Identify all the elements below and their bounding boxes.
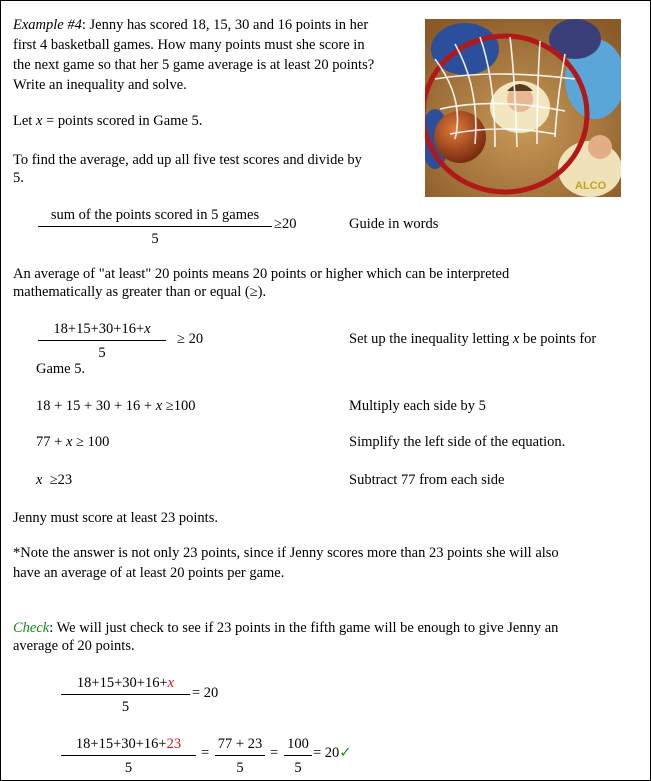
guide-note: Guide in words [349, 216, 439, 232]
problem-line-2: first 4 basketball games. How many points must she score in [13, 37, 365, 53]
check-numerator-2b: 77 + 23 [217, 736, 263, 752]
basketball-photo [425, 19, 621, 197]
setup-denominator: 5 [98, 345, 106, 361]
equals-sign: = [201, 745, 210, 761]
find-average-line-2: 5. [13, 170, 24, 186]
setup-note-continued: Game 5. [36, 361, 86, 377]
svg-text:ALCO: ALCO [575, 180, 607, 192]
check-fraction-2b [215, 734, 265, 778]
guide-denominator: 5 [151, 231, 159, 247]
conclusion: Jenny must score at least 23 points. [13, 510, 218, 526]
problem-line-4: Write an inequality and solve. [13, 77, 187, 93]
check-denominator-1: 5 [121, 699, 130, 715]
setup-fraction [38, 319, 166, 363]
at-least-line-2: mathematically as greater than or equal (≥). [13, 284, 267, 300]
setup-relation: ≥ 20 [177, 331, 204, 347]
check-label: Check [13, 620, 50, 636]
problem-line-3: the next game so that her 5 game average is at least 20 points? [13, 57, 375, 73]
check-line-1: Check: We will just check to see if 23 points in the fifth game will be enough to give Jenny an [13, 620, 559, 636]
check-fraction-2a [61, 734, 196, 778]
note-line-1: *Note the answer is not only 23 points, since if Jenny scores more than 23 points she will also [13, 545, 559, 561]
note-line-2: have an average of at least 20 points per game. [13, 565, 285, 581]
setup-note: Set up the inequality letting x be points for [349, 331, 597, 347]
problem-line-1: Example #4: Jenny has scored 18, 15, 30 and 16 points in her [13, 17, 369, 33]
at-least-line-1: An average of "at least" 20 points means 20 points or higher which can be interpreted [13, 266, 510, 282]
check-denominator-2a: 5 [124, 760, 133, 776]
check-denominator-2c: 5 [294, 760, 302, 776]
guide-fraction [38, 205, 272, 249]
check-numerator-2c: 100 [287, 736, 309, 752]
check-line-2: average of 20 points. [13, 638, 135, 654]
step-expression-2: 77 + x ≥ 100 [36, 434, 110, 450]
check-numerator-1: 18+15+30+16+x [76, 675, 175, 691]
step-note-2: Simplify the left side of the equation. [349, 434, 566, 450]
guide-numerator: sum of the points scored in 5 games [50, 207, 260, 223]
step-expression-3: x ≥23 [36, 472, 73, 488]
check-numerator-2a: 18+15+30+16+23 [75, 736, 182, 752]
check-result-2: = 20✓ [313, 745, 352, 761]
step-expression-1: 18 + 15 + 30 + 16 + x ≥100 [36, 398, 196, 414]
check-icon: ✓ [339, 745, 352, 761]
let-statement: Let x = points scored in Game 5. [13, 113, 203, 129]
example-label: Example #4 [13, 17, 82, 33]
check-fraction-1 [61, 673, 190, 717]
step-note-1: Multiply each side by 5 [349, 398, 486, 414]
guide-relation: ≥20 [274, 216, 297, 232]
check-fraction-2c [284, 734, 312, 778]
check-denominator-2b: 5 [236, 760, 244, 776]
equals-sign: = [270, 745, 279, 761]
find-average-line-1: To find the average, add up all five test scores and divide by [13, 152, 362, 168]
step-note-3: Subtract 77 from each side [349, 472, 505, 488]
check-result-1: = 20 [192, 685, 219, 701]
setup-numerator: 18+15+30+16+x [53, 321, 151, 337]
